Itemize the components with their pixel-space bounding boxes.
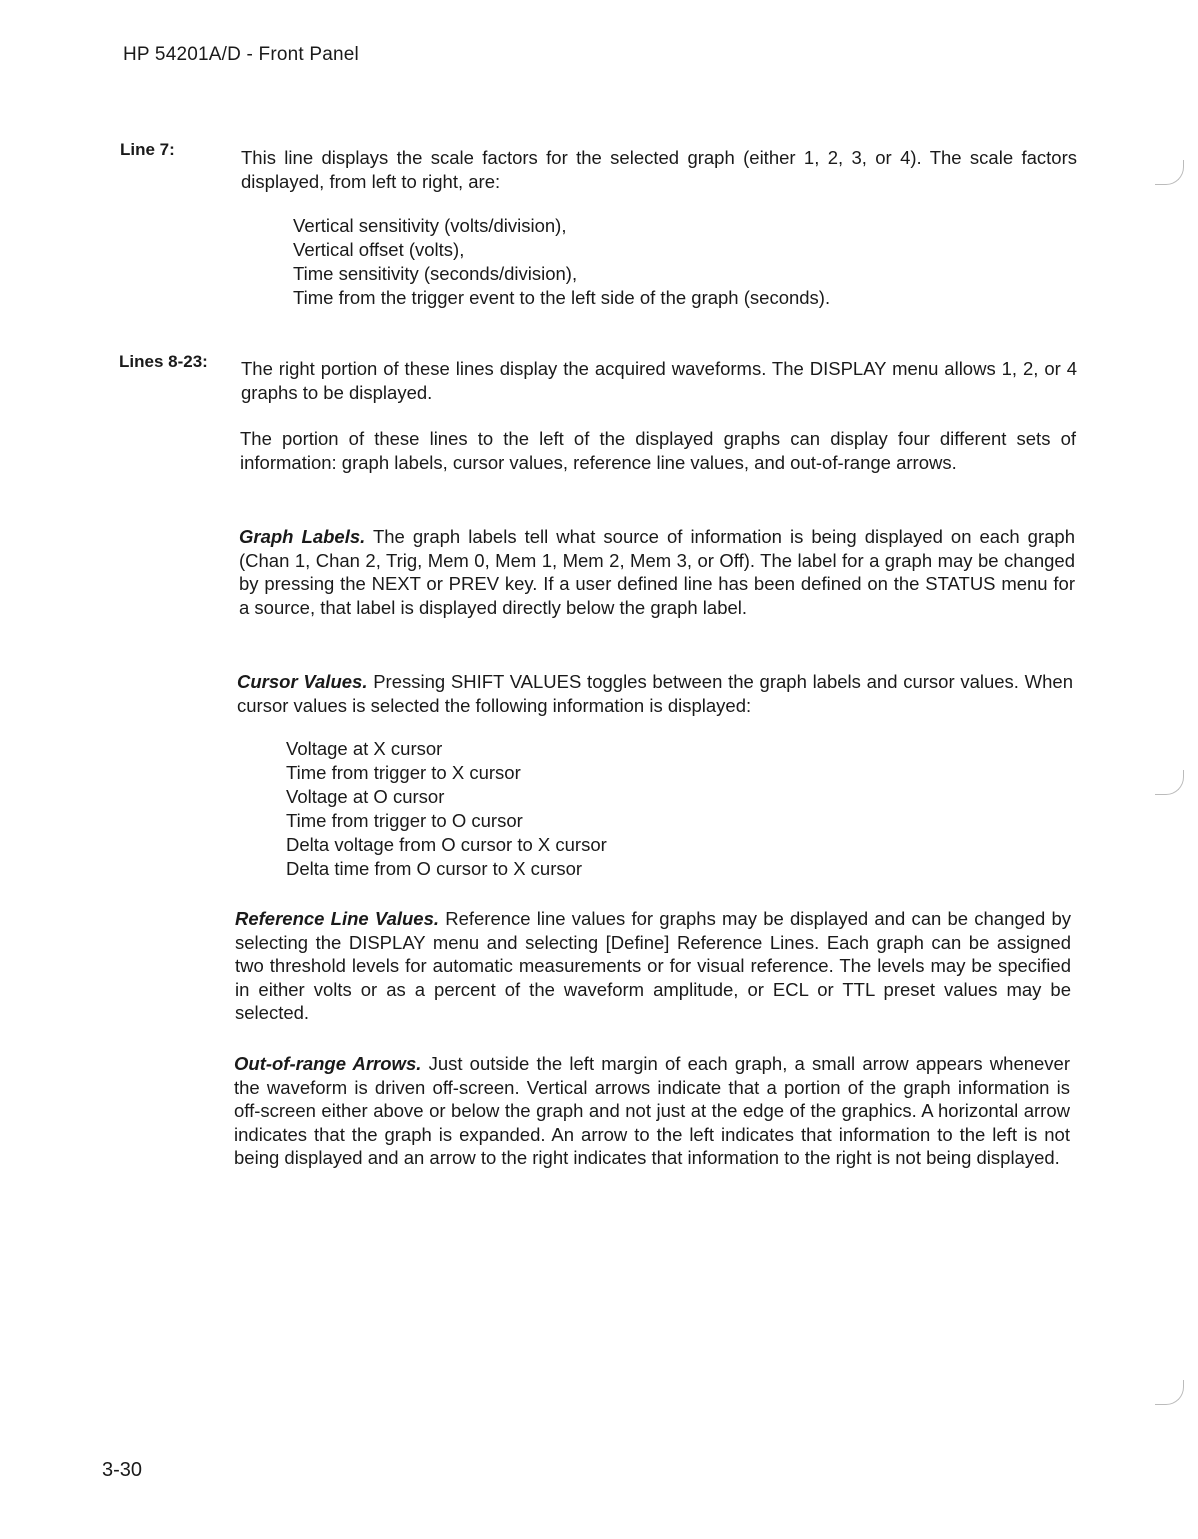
binder-hole-mark <box>1155 160 1184 185</box>
reference-line-values-paragraph <box>235 907 1071 1025</box>
line-7-label: Line 7: <box>120 140 175 159</box>
lines-8-23-label: Lines 8-23: <box>119 352 208 371</box>
graph-labels-paragraph <box>239 525 1075 619</box>
list-item: Voltage at O cursor <box>286 786 445 807</box>
reference-line-values-text: Reference line values for graphs may be displayed and can be changed by selecting the DISPLAY menu and selecting [Define] Reference Lines. Each graph can be assigned two threshold levels for automatic measurements or for visual reference. The levels may be specified in either volts or as a percent of the waveform amplitude, or ECL or TTL preset values may be selected. <box>235 908 1071 1023</box>
binder-hole-mark <box>1155 770 1184 795</box>
list-item: Vertical offset (volts), <box>293 239 465 260</box>
out-of-range-arrows-paragraph <box>234 1052 1070 1170</box>
list-item: Delta time from O cursor to X cursor <box>286 858 583 879</box>
cursor-values-paragraph <box>237 670 1073 717</box>
lines-8-23-paragraph-2: The portion of these lines to the left of the displayed graphs can display four different sets of information: graph labels, cursor values, reference line values, and out-of-range arrows. <box>240 428 1076 473</box>
out-of-range-arrows-heading: Out-of-range Arrows. <box>234 1053 422 1074</box>
lines-8-23-paragraph-1: The right portion of these lines display the acquired waveforms. The DISPLAY menu allows 1, 2, or 4 graphs to be displayed. <box>241 358 1077 403</box>
graph-labels-heading: Graph Labels. <box>239 526 366 547</box>
list-item: Voltage at X cursor <box>286 738 443 759</box>
reference-line-values-heading: Reference Line Values. <box>235 908 440 929</box>
cursor-values-text: Pressing SHIFT VALUES toggles between the graph labels and cursor values. When cursor values is selected the following information is displayed: <box>237 671 1073 716</box>
list-item: Time from the trigger event to the left side of the graph (seconds). <box>293 287 831 308</box>
list-item: Time from trigger to O cursor <box>286 810 523 831</box>
page-header: HP 54201A/D - Front Panel <box>123 44 359 65</box>
scale-factor-list <box>293 214 830 310</box>
cursor-values-list <box>286 737 607 881</box>
list-item: Time from trigger to X cursor <box>286 762 521 783</box>
cursor-values-heading: Cursor Values. <box>237 671 368 692</box>
binder-hole-mark <box>1155 1380 1184 1405</box>
out-of-range-arrows-text: Just outside the left margin of each graph, a small arrow appears whenever the waveform is driven off-screen. Vertical arrows indicate that a portion of the graph information is off-screen either above or below the graph and not just at the edge of the graphics. A horizontal arrow indicates that the graph is expanded. An arrow to the left indicates that information to the left is not being displayed and an arrow to the right indicates that information to the right is not being displayed. <box>234 1053 1071 1168</box>
page-number: 3-30 <box>102 1459 143 1481</box>
list-item: Vertical sensitivity (volts/division), <box>293 215 567 236</box>
list-item: Time sensitivity (seconds/division), <box>293 263 578 284</box>
graph-labels-text: The graph labels tell what source of information is being displayed on each graph (Chan 1, Chan 2, Trig, Mem 0, Mem 1, Mem 2, Mem 3, or Off). The label for a graph may be changed by pressing the NEXT or PREV key. If a user defined line has been defined on the STATUS menu for a source, that label is displayed directly below the graph label. <box>239 526 1075 618</box>
list-item: Delta voltage from O cursor to X cursor <box>286 834 607 855</box>
line-7-intro: This line displays the scale factors for the selected graph (either 1, 2, 3, or 4). The scale factors displayed, from left to right, are: <box>241 147 1077 192</box>
